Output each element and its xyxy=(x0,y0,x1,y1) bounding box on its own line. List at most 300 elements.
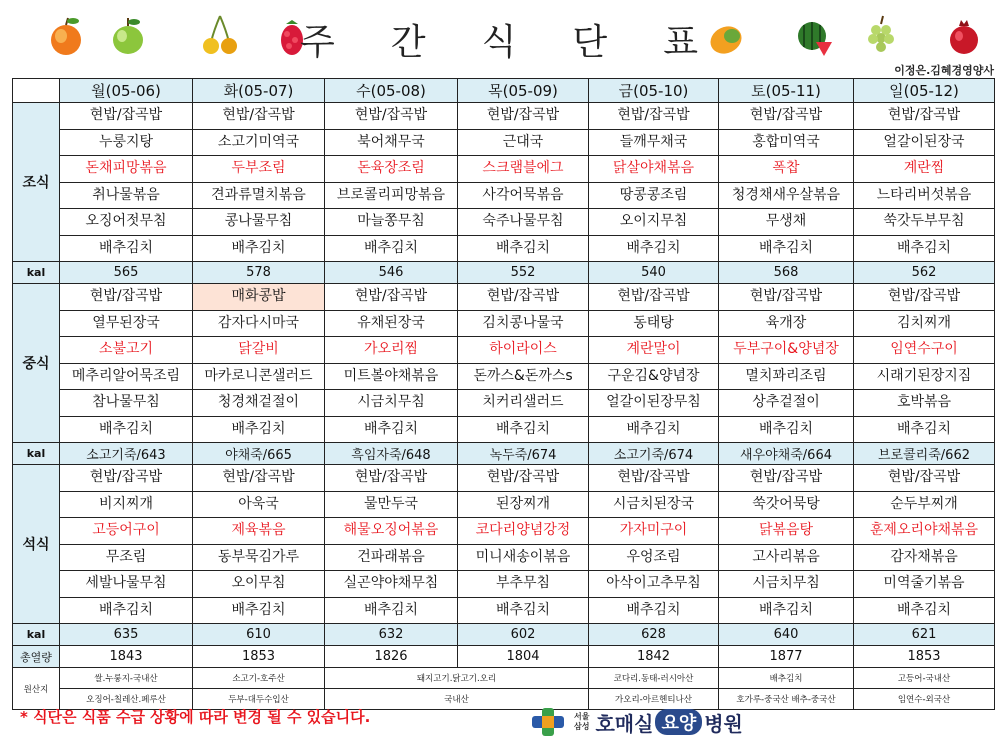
meal-label: 조식 xyxy=(13,103,60,262)
origin-cell: 코다리.동태-러시아산 xyxy=(589,668,719,689)
menu-cell xyxy=(719,363,854,390)
menu-cell xyxy=(193,284,325,311)
menu-item: 현밥/잡곡밥 xyxy=(354,469,428,485)
menu-item: 멸치꽈리조림 xyxy=(745,367,827,384)
menu-item: 폭찹 xyxy=(772,160,800,176)
menu-cell xyxy=(719,544,854,571)
menu-item: 열무된장국 xyxy=(92,314,160,331)
menu-item: 현밥/잡곡밥 xyxy=(222,469,295,485)
menu-cell xyxy=(193,544,325,571)
menu-cell xyxy=(589,491,719,518)
kal-label: kal xyxy=(13,443,60,465)
menu-item: 제육볶음 xyxy=(231,522,286,538)
menu-cell xyxy=(458,390,589,417)
menu-row xyxy=(13,182,995,209)
menu-cell xyxy=(854,284,995,311)
menu-item: 닭볶음탕 xyxy=(758,522,814,538)
menu-item: 미니새송이볶음 xyxy=(475,548,571,565)
menu-item: 배추김치 xyxy=(896,420,952,437)
menu-cell xyxy=(458,310,589,337)
menu-cell xyxy=(325,209,458,236)
menu-item: 쑥갓어묵탕 xyxy=(752,495,820,512)
kal-value: 녹두죽/674 xyxy=(458,443,589,465)
hospital-name-part: 호매실 xyxy=(595,711,654,736)
origin-cell: 가오리-아르헨티나산 xyxy=(589,689,719,710)
menu-row xyxy=(13,209,995,236)
menu-item: 배추김치 xyxy=(626,601,681,618)
total-value: 1853 xyxy=(193,646,325,668)
apple-icon xyxy=(108,12,148,58)
menu-item: 감자채볶음 xyxy=(890,548,958,565)
menu-row xyxy=(13,571,995,598)
menu-item: 배추김치 xyxy=(231,239,286,256)
menu-item: 닭살야채볶음 xyxy=(612,160,695,176)
menu-cell xyxy=(193,571,325,598)
origin-cell: 국내산 xyxy=(325,689,589,710)
menu-item: 두부조림 xyxy=(231,160,286,176)
menu-item: 돈육장조림 xyxy=(357,160,425,176)
menu-item: 시래기된장지짐 xyxy=(876,367,972,384)
hospital-logo xyxy=(528,706,743,738)
menu-item: 현밥/잡곡밥 xyxy=(89,107,163,123)
menu-item: 배추김치 xyxy=(98,601,154,618)
menu-cell xyxy=(719,518,854,545)
menu-item: 현밥/잡곡밥 xyxy=(887,107,961,123)
menu-item: 현밥/잡곡밥 xyxy=(354,288,428,304)
meal-label: 중식 xyxy=(13,284,60,443)
kal-row xyxy=(13,262,995,284)
menu-item: 현밥/잡곡밥 xyxy=(89,288,163,304)
menu-cell xyxy=(458,465,589,492)
hospital-name xyxy=(595,708,742,737)
menu-item: 된장찌개 xyxy=(495,495,551,512)
menu-cell xyxy=(589,284,719,311)
menu-cell xyxy=(589,337,719,364)
menu-item: 배추김치 xyxy=(626,239,681,256)
menu-item: 얼갈이된장국 xyxy=(883,133,965,150)
menu-row xyxy=(13,103,995,130)
menu-cell xyxy=(458,491,589,518)
menu-item: 훈제오리야채볶음 xyxy=(869,522,979,538)
menu-cell xyxy=(458,209,589,236)
menu-item: 근대국 xyxy=(502,133,544,150)
menu-cell xyxy=(60,129,193,156)
menu-cell xyxy=(193,310,325,337)
menu-item: 배추김치 xyxy=(98,420,154,437)
menu-item: 마카로니콘샐러드 xyxy=(204,367,313,384)
menu-item: 순두부찌개 xyxy=(890,495,958,512)
title-char: 단 xyxy=(572,22,610,63)
menu-item: 배추김치 xyxy=(758,420,814,437)
menu-item: 해물오징어볶음 xyxy=(343,522,439,538)
menu-item: 땅콩콩조림 xyxy=(619,186,688,203)
menu-cell xyxy=(854,310,995,337)
menu-item: 청경채겉절이 xyxy=(217,394,300,410)
menu-cell xyxy=(60,390,193,417)
day-header: 일(05-12) xyxy=(854,79,995,103)
menu-item: 배추김치 xyxy=(495,601,551,618)
menu-cell xyxy=(854,235,995,262)
menu-cell xyxy=(325,310,458,337)
menu-item: 두부구이&양념장 xyxy=(733,341,839,357)
kal-value: 610 xyxy=(193,624,325,646)
menu-item: 배추김치 xyxy=(896,601,952,618)
menu-cell xyxy=(854,209,995,236)
corner-cell xyxy=(13,79,60,103)
menu-cell xyxy=(589,416,719,443)
menu-item: 마늘쫑무침 xyxy=(357,213,425,229)
menu-item: 현밥/잡곡밥 xyxy=(617,469,690,485)
menu-row xyxy=(13,544,995,571)
menu-cell xyxy=(854,182,995,209)
menu-item: 김치콩나물국 xyxy=(482,314,564,331)
menu-item: 닭갈비 xyxy=(238,341,279,357)
menu-row xyxy=(13,465,995,492)
page-title xyxy=(300,14,700,63)
menu-item: 부추무침 xyxy=(495,575,551,591)
menu-item: 배추김치 xyxy=(495,420,551,437)
menu-cell xyxy=(325,363,458,390)
menu-item: 세발나물무침 xyxy=(85,575,167,591)
menu-item: 견과류멸치볶음 xyxy=(211,186,306,203)
menu-item: 시금치무침 xyxy=(357,394,425,410)
menu-item: 소고기미역국 xyxy=(217,133,300,150)
menu-cell xyxy=(854,156,995,183)
menu-cell xyxy=(719,209,854,236)
menu-item: 참나물무침 xyxy=(92,394,160,410)
menu-item: 느타리버섯볶음 xyxy=(876,186,972,203)
kal-row xyxy=(13,443,995,465)
menu-item: 배추김치 xyxy=(758,239,814,256)
origin-cell: 쌀.누룽지-국내산 xyxy=(60,668,193,689)
hospital-cross-icon xyxy=(528,706,568,738)
grape-icon xyxy=(862,12,902,58)
menu-item: 돈채피망볶음 xyxy=(85,160,167,176)
kal-value: 소고기죽/643 xyxy=(60,443,193,465)
menu-cell xyxy=(719,491,854,518)
menu-cell xyxy=(719,571,854,598)
menu-item: 배추김치 xyxy=(363,601,419,618)
logo-small-text xyxy=(574,712,589,732)
menu-item: 현밥/잡곡밥 xyxy=(887,469,961,485)
menu-cell xyxy=(458,337,589,364)
menu-cell xyxy=(458,103,589,130)
menu-item: 시금치된장국 xyxy=(612,495,695,512)
menu-cell xyxy=(193,416,325,443)
menu-cell xyxy=(325,571,458,598)
menu-cell xyxy=(589,544,719,571)
menu-cell xyxy=(325,390,458,417)
menu-cell xyxy=(60,337,193,364)
menu-cell xyxy=(589,390,719,417)
menu-item: 계란찜 xyxy=(903,160,945,176)
menu-cell xyxy=(719,182,854,209)
menu-cell xyxy=(60,571,193,598)
menu-row xyxy=(13,491,995,518)
menu-cell xyxy=(193,465,325,492)
menu-cell xyxy=(854,129,995,156)
menu-item: 현밥/잡곡밥 xyxy=(617,107,690,123)
menu-cell xyxy=(854,597,995,624)
menu-item: 숙주나물무침 xyxy=(482,213,564,229)
pomegranate-icon xyxy=(944,12,984,58)
menu-item: 현밥/잡곡밥 xyxy=(749,288,823,304)
menu-cell xyxy=(325,491,458,518)
menu-cell xyxy=(60,491,193,518)
menu-item: 시금치무침 xyxy=(752,575,820,591)
origin-cell: 배추김치 xyxy=(719,668,854,689)
menu-item: 현밥/잡곡밥 xyxy=(749,107,823,123)
menu-cell xyxy=(719,416,854,443)
menu-cell xyxy=(458,416,589,443)
menu-cell xyxy=(193,518,325,545)
menu-row xyxy=(13,363,995,390)
menu-item: 가오리찜 xyxy=(363,341,419,357)
menu-cell xyxy=(589,597,719,624)
weekly-menu-table xyxy=(12,78,995,710)
menu-item: 오이지무침 xyxy=(619,213,688,229)
menu-item: 미트볼야채볶음 xyxy=(343,367,439,384)
menu-cell xyxy=(325,284,458,311)
menu-item: 하이라이스 xyxy=(489,341,557,357)
menu-item: 청경채새우살볶음 xyxy=(731,186,841,203)
menu-item: 소불고기 xyxy=(98,341,154,357)
day-header-row xyxy=(13,79,995,103)
kal-value: 628 xyxy=(589,624,719,646)
menu-cell xyxy=(193,129,325,156)
menu-cell xyxy=(458,571,589,598)
menu-cell xyxy=(589,518,719,545)
menu-cell xyxy=(458,544,589,571)
kal-value: 621 xyxy=(854,624,995,646)
menu-row xyxy=(13,337,995,364)
kal-value: 568 xyxy=(719,262,854,284)
menu-item: 고등어구이 xyxy=(92,522,160,538)
menu-item: 우엉조림 xyxy=(626,548,681,565)
menu-item: 김치찌개 xyxy=(896,314,952,331)
menu-item: 쑥갓두부무침 xyxy=(883,213,965,229)
menu-cell xyxy=(589,129,719,156)
total-value: 1843 xyxy=(60,646,193,668)
menu-item: 배추김치 xyxy=(495,239,551,256)
menu-item: 현밥/잡곡밥 xyxy=(89,469,163,485)
menu-cell xyxy=(719,465,854,492)
menu-item: 치커리샐러드 xyxy=(482,394,564,410)
kal-value: 브로콜리죽/662 xyxy=(854,443,995,465)
menu-item: 감자다시마국 xyxy=(217,314,300,331)
menu-cell xyxy=(325,597,458,624)
menu-item: 오이무침 xyxy=(231,575,286,591)
menu-cell xyxy=(589,209,719,236)
menu-cell xyxy=(325,416,458,443)
menu-cell xyxy=(60,156,193,183)
menu-cell xyxy=(854,363,995,390)
menu-cell xyxy=(854,337,995,364)
menu-cell xyxy=(325,129,458,156)
menu-item: 배추김치 xyxy=(363,420,419,437)
origin-cell: 호가루-중국산 배추-중국산 xyxy=(719,689,854,710)
menu-row xyxy=(13,235,995,262)
menu-item: 현밥/잡곡밥 xyxy=(354,107,428,123)
title-char: 식 xyxy=(481,22,519,63)
page-header xyxy=(0,0,1006,77)
menu-cell xyxy=(854,518,995,545)
total-value: 1826 xyxy=(325,646,458,668)
title-char: 주 xyxy=(300,22,337,63)
total-label: 총열량 xyxy=(13,646,60,668)
menu-cell xyxy=(719,390,854,417)
origin-row xyxy=(13,668,995,689)
menu-cell xyxy=(325,544,458,571)
menu-cell xyxy=(854,465,995,492)
menu-cell xyxy=(589,363,719,390)
menu-item: 매화콩밥 xyxy=(193,284,324,310)
origin-cell: 돼지고기.닭고기.오리 xyxy=(325,668,589,689)
watermelon-icon xyxy=(794,12,834,58)
day-header: 금(05-10) xyxy=(589,79,719,103)
menu-row xyxy=(13,310,995,337)
menu-item: 들깨무채국 xyxy=(619,133,688,150)
menu-cell xyxy=(589,465,719,492)
menu-cell xyxy=(854,390,995,417)
kal-value: 602 xyxy=(458,624,589,646)
day-header: 월(05-06) xyxy=(60,79,193,103)
logo-small-line: 삼성 xyxy=(574,722,590,731)
menu-item: 메추리알어묵조림 xyxy=(71,367,181,384)
menu-cell xyxy=(60,235,193,262)
kal-value: 632 xyxy=(325,624,458,646)
menu-item: 스크램블에그 xyxy=(482,160,564,176)
menu-item: 임연수구이 xyxy=(890,341,958,357)
menu-item: 배추김치 xyxy=(231,420,286,437)
menu-item: 아욱국 xyxy=(238,495,279,512)
kal-value: 소고기죽/674 xyxy=(589,443,719,465)
menu-cell xyxy=(589,310,719,337)
menu-item: 동태탕 xyxy=(633,314,674,331)
mango-icon xyxy=(706,12,746,58)
kal-value: 흑임자죽/648 xyxy=(325,443,458,465)
menu-item: 현밥/잡곡밥 xyxy=(222,107,295,123)
kal-value: 640 xyxy=(719,624,854,646)
kal-value: 578 xyxy=(193,262,325,284)
kal-value: 565 xyxy=(60,262,193,284)
menu-row xyxy=(13,156,995,183)
menu-item: 현밥/잡곡밥 xyxy=(486,469,560,485)
menu-row xyxy=(13,284,995,311)
menu-cell xyxy=(458,235,589,262)
menu-cell xyxy=(193,103,325,130)
menu-cell xyxy=(719,337,854,364)
menu-cell xyxy=(854,103,995,130)
menu-item: 가자미구이 xyxy=(619,522,688,538)
menu-item: 실곤약야채무침 xyxy=(343,575,439,591)
origin-cell: 두부-대두수입산 xyxy=(193,689,325,710)
menu-item: 사각어묵볶음 xyxy=(482,186,564,203)
menu-item: 배추김치 xyxy=(231,601,286,618)
day-header: 토(05-11) xyxy=(719,79,854,103)
hospital-name-part: 병원 xyxy=(704,711,743,736)
title-char: 간 xyxy=(390,22,428,63)
menu-item: 계란말이 xyxy=(626,341,681,357)
menu-cell xyxy=(60,209,193,236)
menu-cell xyxy=(325,182,458,209)
meal-label: 석식 xyxy=(13,465,60,624)
menu-row xyxy=(13,597,995,624)
menu-item: 유채된장국 xyxy=(357,314,425,331)
menu-cell xyxy=(589,235,719,262)
origin-cell: 임연수-외국산 xyxy=(854,689,995,710)
menu-item: 취나물볶음 xyxy=(92,186,160,203)
menu-cell xyxy=(589,103,719,130)
origin-label: 원산지 xyxy=(13,668,60,710)
hospital-name-pill: 요양 xyxy=(655,709,702,735)
menu-item: 아삭이고추무침 xyxy=(606,575,701,591)
menu-item: 동부묵김가루 xyxy=(217,548,300,565)
menu-cell xyxy=(325,235,458,262)
menu-cell xyxy=(193,209,325,236)
cherry-icon xyxy=(200,12,240,58)
menu-item: 배추김치 xyxy=(758,601,814,618)
change-notice: * 식단은 식품 수급 상황에 따라 변경 될 수 있습니다. xyxy=(20,708,371,726)
menu-cell xyxy=(193,363,325,390)
menu-item: 오징어젓무침 xyxy=(85,213,167,229)
menu-item: 비지찌개 xyxy=(98,495,154,512)
menu-cell xyxy=(325,156,458,183)
menu-cell xyxy=(719,129,854,156)
kal-label: kal xyxy=(13,624,60,646)
title-char: 표 xyxy=(663,22,700,63)
kal-value: 562 xyxy=(854,262,995,284)
menu-item: 홍합미역국 xyxy=(752,133,820,150)
menu-cell xyxy=(193,390,325,417)
menu-item: 물만두국 xyxy=(363,495,419,512)
kal-value: 552 xyxy=(458,262,589,284)
day-header: 화(05-07) xyxy=(193,79,325,103)
menu-item: 호박볶음 xyxy=(896,394,952,410)
menu-item: 육개장 xyxy=(765,314,807,331)
menu-cell xyxy=(589,182,719,209)
total-calorie-row xyxy=(13,646,995,668)
menu-cell xyxy=(719,235,854,262)
menu-item: 무조림 xyxy=(105,548,147,565)
logo-small-line: 서울 xyxy=(574,712,590,721)
menu-item: 건파래볶음 xyxy=(357,548,425,565)
menu-cell xyxy=(60,465,193,492)
peach-icon xyxy=(46,12,86,58)
menu-item: 배추김치 xyxy=(626,420,681,437)
menu-item: 현밥/잡곡밥 xyxy=(486,288,560,304)
menu-cell xyxy=(60,416,193,443)
origin-cell: 고등어-국내산 xyxy=(854,668,995,689)
menu-row xyxy=(13,416,995,443)
day-header: 목(05-09) xyxy=(458,79,589,103)
menu-cell xyxy=(458,129,589,156)
origin-cell: 소고기-호주산 xyxy=(193,668,325,689)
menu-cell xyxy=(458,156,589,183)
menu-item: 누룽지탕 xyxy=(98,133,154,150)
menu-item: 현밥/잡곡밥 xyxy=(887,288,961,304)
menu-cell xyxy=(458,182,589,209)
kal-value: 야채죽/665 xyxy=(193,443,325,465)
total-value: 1877 xyxy=(719,646,854,668)
menu-cell xyxy=(325,103,458,130)
menu-cell xyxy=(854,571,995,598)
menu-cell xyxy=(854,416,995,443)
menu-cell xyxy=(719,284,854,311)
menu-cell xyxy=(325,337,458,364)
menu-cell xyxy=(60,597,193,624)
kal-value: 540 xyxy=(589,262,719,284)
